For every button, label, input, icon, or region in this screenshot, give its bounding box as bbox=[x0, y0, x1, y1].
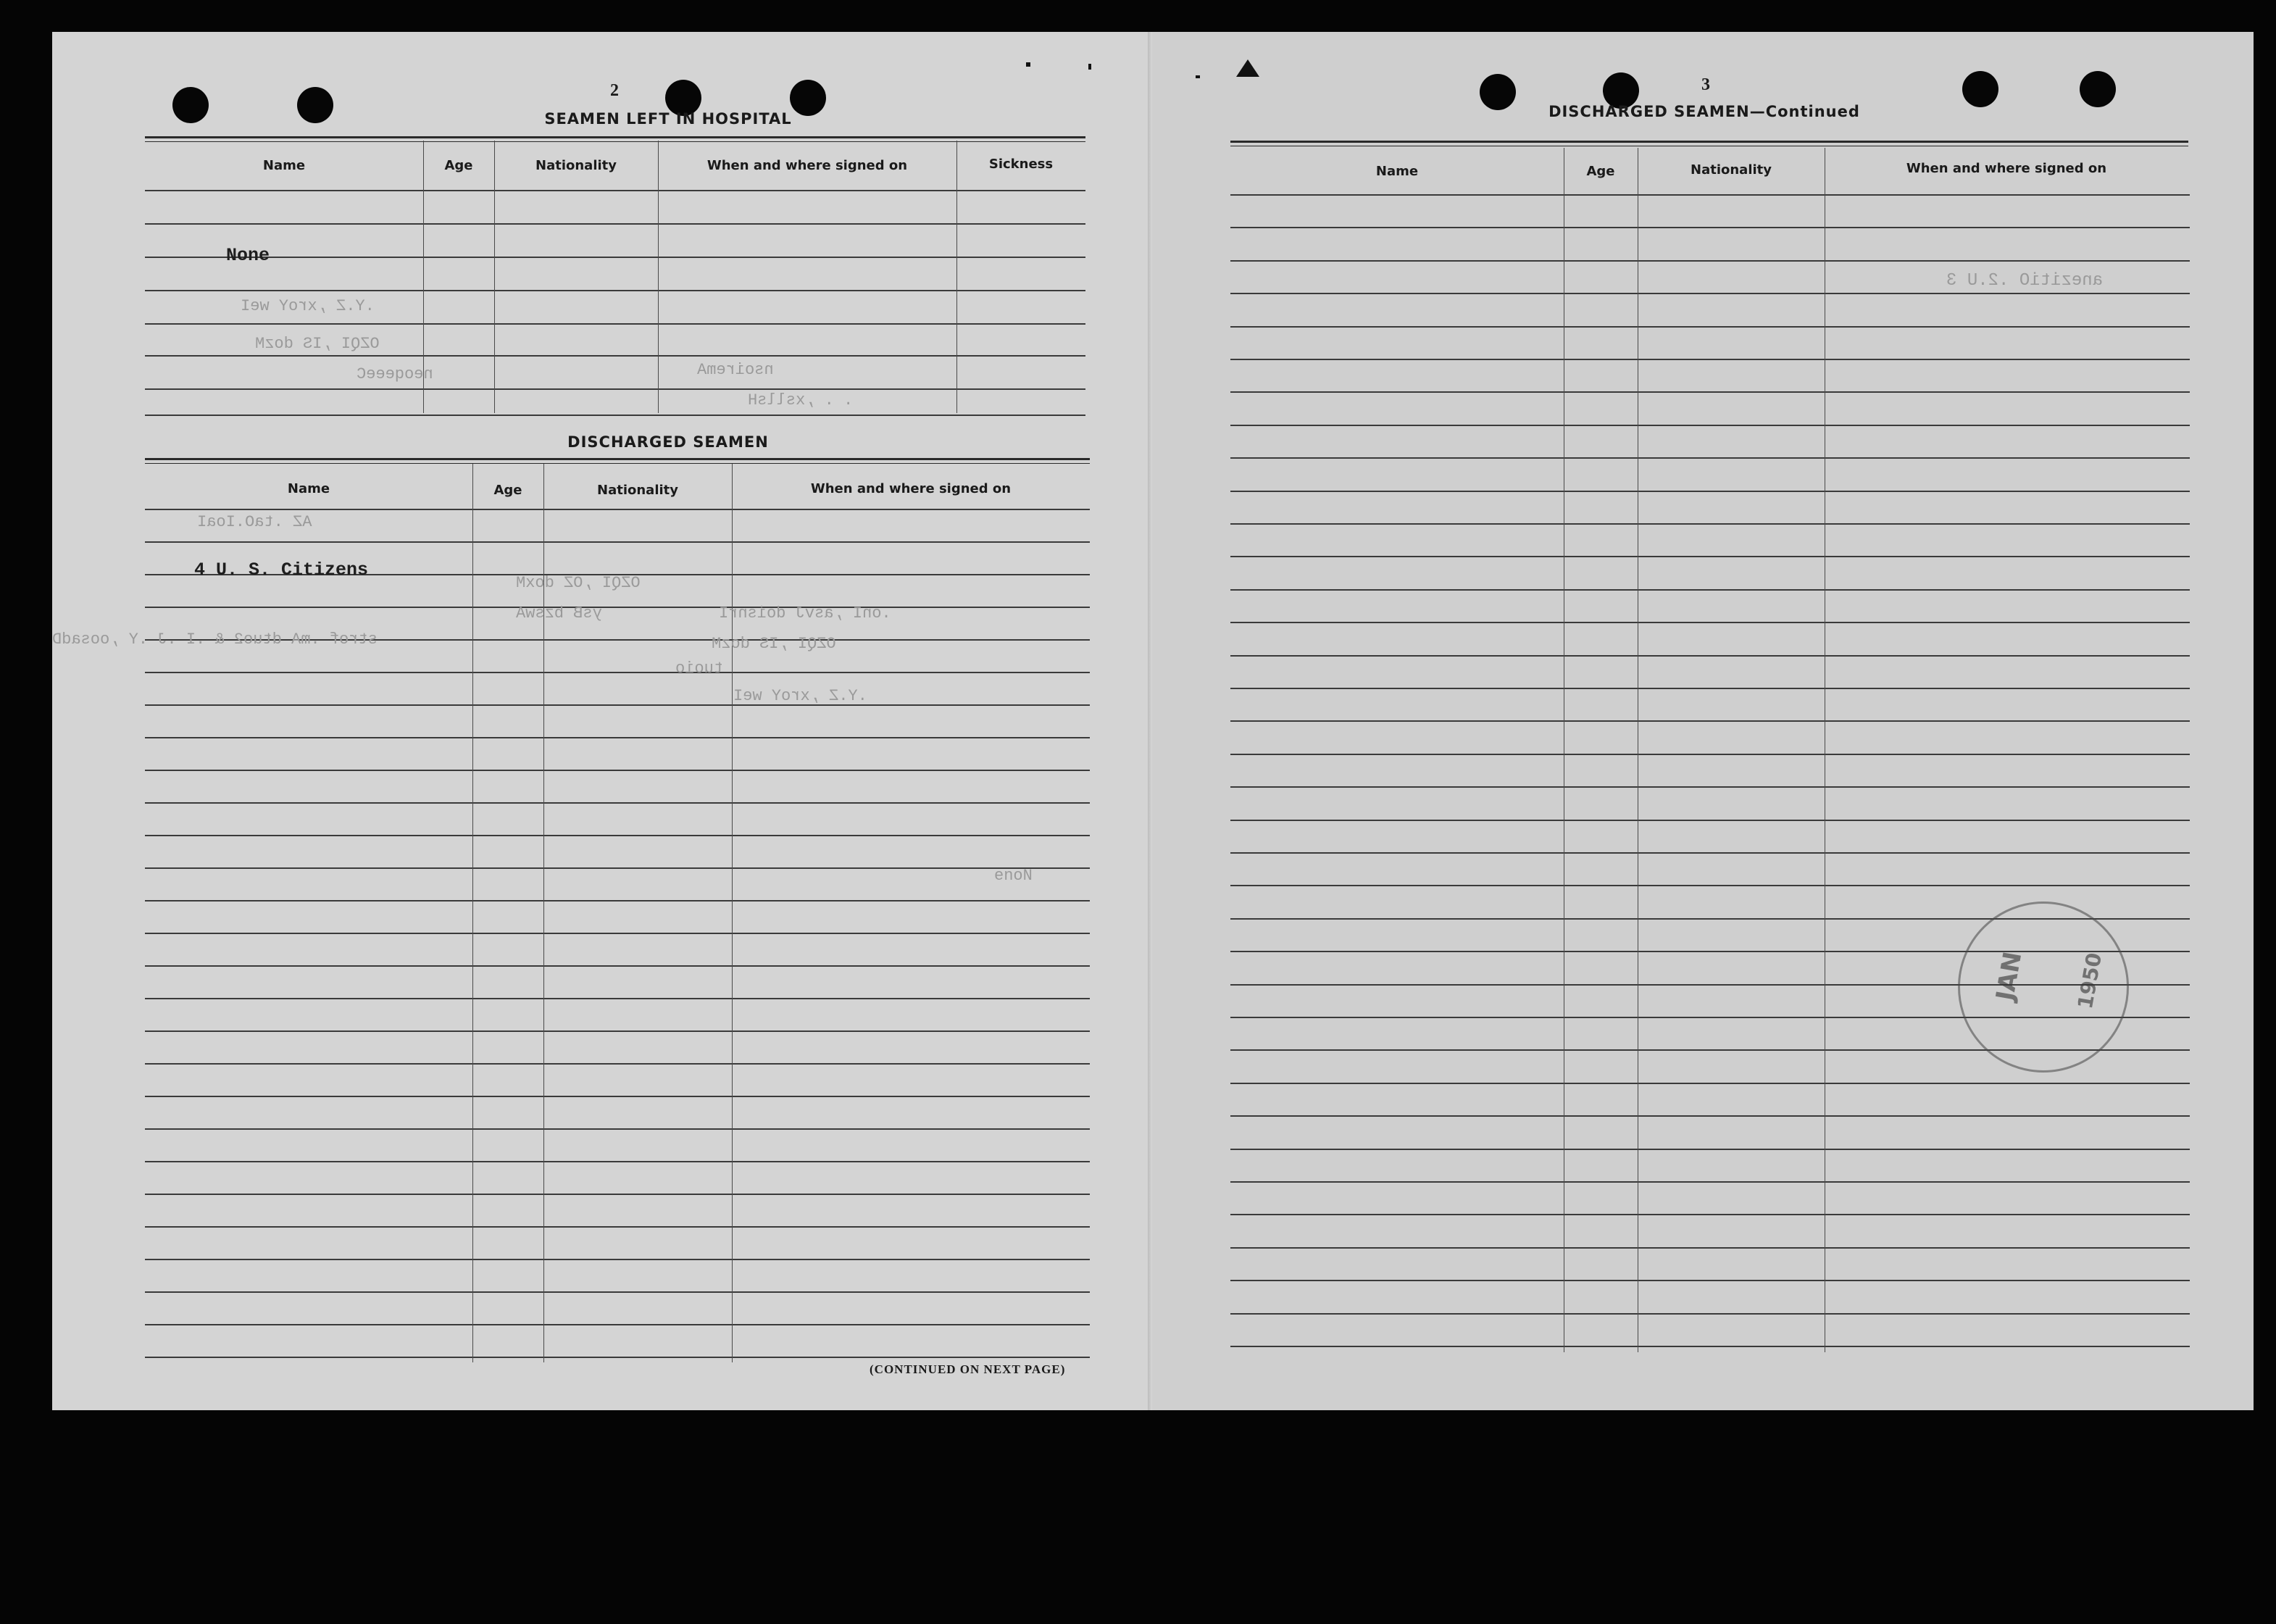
table-rule bbox=[145, 867, 1090, 869]
table-rule bbox=[1230, 359, 2190, 360]
table-rule bbox=[145, 1161, 1090, 1162]
discharged-section-title: DISCHARGED SEAMEN bbox=[567, 433, 769, 451]
speck bbox=[1088, 64, 1091, 70]
bleed-through-text: . . ,xsllsH bbox=[748, 391, 854, 409]
bleed-through-text: anezitiO .2.U 3 bbox=[1946, 271, 2104, 291]
column-divider bbox=[472, 464, 473, 1362]
table-rule bbox=[1230, 227, 2190, 228]
column-divider bbox=[543, 464, 544, 1362]
page-number: 2 bbox=[610, 81, 619, 100]
punch-hole bbox=[1962, 71, 1998, 107]
column-header-nationality: Nationality bbox=[1691, 162, 1772, 178]
table-rule bbox=[1230, 1149, 2190, 1150]
table-rule bbox=[145, 1324, 1090, 1325]
table-rule bbox=[1230, 885, 2190, 886]
punch-hole bbox=[172, 87, 209, 123]
section-rule bbox=[1230, 141, 2188, 146]
column-divider bbox=[732, 464, 733, 1362]
table-rule bbox=[1230, 754, 2190, 755]
bleed-through-text: OZQI ,OZ doxM bbox=[516, 574, 641, 592]
table-rule bbox=[1230, 260, 2190, 262]
table-rule bbox=[1230, 326, 2190, 328]
column-divider bbox=[658, 141, 659, 413]
table-rule bbox=[145, 290, 1085, 291]
table-rule bbox=[145, 190, 1085, 191]
table-rule bbox=[1230, 1247, 2190, 1249]
column-header-age: Age bbox=[444, 158, 473, 173]
table-rule bbox=[1230, 194, 2190, 196]
table-rule bbox=[145, 541, 1090, 543]
table-rule bbox=[1230, 589, 2190, 591]
table-rule bbox=[145, 704, 1090, 706]
table-rule bbox=[1230, 720, 2190, 722]
hospital-section-title: SEAMEN LEFT IN HOSPITAL bbox=[544, 110, 792, 128]
table-rule bbox=[145, 770, 1090, 771]
column-header-age: Age bbox=[1586, 164, 1615, 179]
table-rule bbox=[1230, 425, 2190, 426]
table-rule bbox=[1230, 1214, 2190, 1215]
punch-hole bbox=[2080, 71, 2116, 107]
table-rule bbox=[1230, 852, 2190, 854]
column-header-age: Age bbox=[493, 483, 522, 498]
stamp-text: 1950 bbox=[2072, 951, 2106, 1011]
column-header-nationality: Nationality bbox=[535, 158, 617, 173]
section-rule bbox=[145, 458, 1090, 464]
table-rule bbox=[145, 355, 1085, 357]
table-rule bbox=[145, 1030, 1090, 1032]
column-header-signed-on: When and where signed on bbox=[1906, 161, 2107, 176]
table-rule bbox=[1230, 1346, 2190, 1347]
table-rule bbox=[145, 223, 1085, 225]
table-rule bbox=[1230, 622, 2190, 623]
table-rule bbox=[1230, 491, 2190, 492]
column-header-signed-on: When and where signed on bbox=[810, 481, 1012, 496]
table-rule bbox=[145, 1226, 1090, 1228]
table-rule bbox=[145, 388, 1085, 390]
table-rule bbox=[1230, 293, 2190, 294]
speck bbox=[1026, 62, 1030, 67]
table-rule bbox=[145, 1096, 1090, 1097]
table-rule bbox=[1230, 688, 2190, 689]
table-rule bbox=[1230, 1280, 2190, 1281]
bleed-through-text: OZQI ,IS dozM bbox=[712, 635, 836, 653]
table-rule bbox=[145, 509, 1090, 510]
page-number: 3 bbox=[1701, 75, 1710, 94]
table-rule bbox=[145, 323, 1085, 325]
bleed-through-text: ysB bzswA bbox=[516, 604, 602, 622]
table-rule bbox=[145, 900, 1090, 901]
discharged-continued-title: DISCHARGED SEAMEN—Continued bbox=[1548, 103, 1860, 120]
table-rule bbox=[1230, 820, 2190, 821]
table-rule bbox=[145, 672, 1090, 673]
bleed-through-text: .Y.Z ,xroY weI bbox=[241, 297, 375, 315]
bleed-through-text: strof .mA dtuo2 & .I .J .Y ,oosadD bbox=[52, 630, 378, 649]
table-rule bbox=[145, 802, 1090, 804]
column-header-signed-on: When and where signed on bbox=[706, 158, 908, 173]
left-page bbox=[52, 32, 1148, 1410]
table-rule bbox=[1230, 786, 2190, 788]
table-rule bbox=[145, 1063, 1090, 1065]
table-rule bbox=[1230, 391, 2190, 393]
punch-fragment bbox=[1236, 59, 1259, 77]
table-rule bbox=[145, 965, 1090, 967]
table-rule bbox=[145, 607, 1090, 608]
table-rule bbox=[145, 415, 1085, 416]
table-rule bbox=[1230, 1083, 2190, 1084]
table-rule bbox=[145, 933, 1090, 934]
bleed-through-text: .Y.Z ,xroY weI bbox=[733, 687, 867, 705]
table-rule bbox=[145, 737, 1090, 738]
bleed-through-text: .onI ,asvJ doisnrI bbox=[719, 604, 891, 622]
column-header-name: Name bbox=[1375, 164, 1419, 179]
continued-note: (CONTINUED ON NEXT PAGE) bbox=[870, 1362, 1066, 1376]
table-rule bbox=[1230, 1181, 2190, 1183]
scanned-document bbox=[52, 32, 2254, 1410]
table-rule bbox=[145, 1194, 1090, 1195]
table-rule bbox=[1230, 655, 2190, 657]
punch-hole bbox=[297, 87, 333, 123]
bleed-through-text: nsoiremA bbox=[697, 361, 774, 379]
table-rule bbox=[145, 257, 1085, 258]
column-header-nationality: Nationality bbox=[597, 483, 678, 498]
table-rule bbox=[145, 1128, 1090, 1130]
speck bbox=[1196, 75, 1200, 78]
table-rule bbox=[145, 1291, 1090, 1293]
hospital-entry: None bbox=[226, 245, 270, 266]
date-stamp bbox=[1958, 901, 2129, 1073]
column-header-name: Name bbox=[287, 481, 330, 496]
page-fold bbox=[1148, 32, 1152, 1410]
bleed-through-text: neoqeeeC bbox=[357, 365, 433, 383]
section-rule bbox=[145, 136, 1085, 142]
table-rule bbox=[145, 998, 1090, 999]
table-rule bbox=[145, 835, 1090, 836]
table-rule bbox=[145, 1259, 1090, 1260]
bleed-through-text: enoN bbox=[994, 867, 1033, 885]
column-divider bbox=[494, 141, 495, 413]
bleed-through-text: OZQI ,IS dozM bbox=[255, 335, 380, 353]
table-rule bbox=[145, 1357, 1090, 1358]
column-header-sickness: Sickness bbox=[988, 157, 1054, 172]
table-rule bbox=[1230, 523, 2190, 525]
bleed-through-text: AZ .taO.IoaI bbox=[197, 513, 312, 531]
bleed-through-text: tuoio bbox=[675, 659, 724, 678]
table-rule bbox=[1230, 556, 2190, 557]
table-rule bbox=[1230, 1313, 2190, 1315]
column-header-name: Name bbox=[262, 158, 306, 173]
discharged-entry: 4 U. S. Citizens bbox=[194, 559, 369, 580]
stamp-text: JAN bbox=[1991, 949, 2028, 1003]
table-rule bbox=[1230, 457, 2190, 459]
column-divider bbox=[956, 141, 957, 413]
table-rule bbox=[1230, 1115, 2190, 1117]
